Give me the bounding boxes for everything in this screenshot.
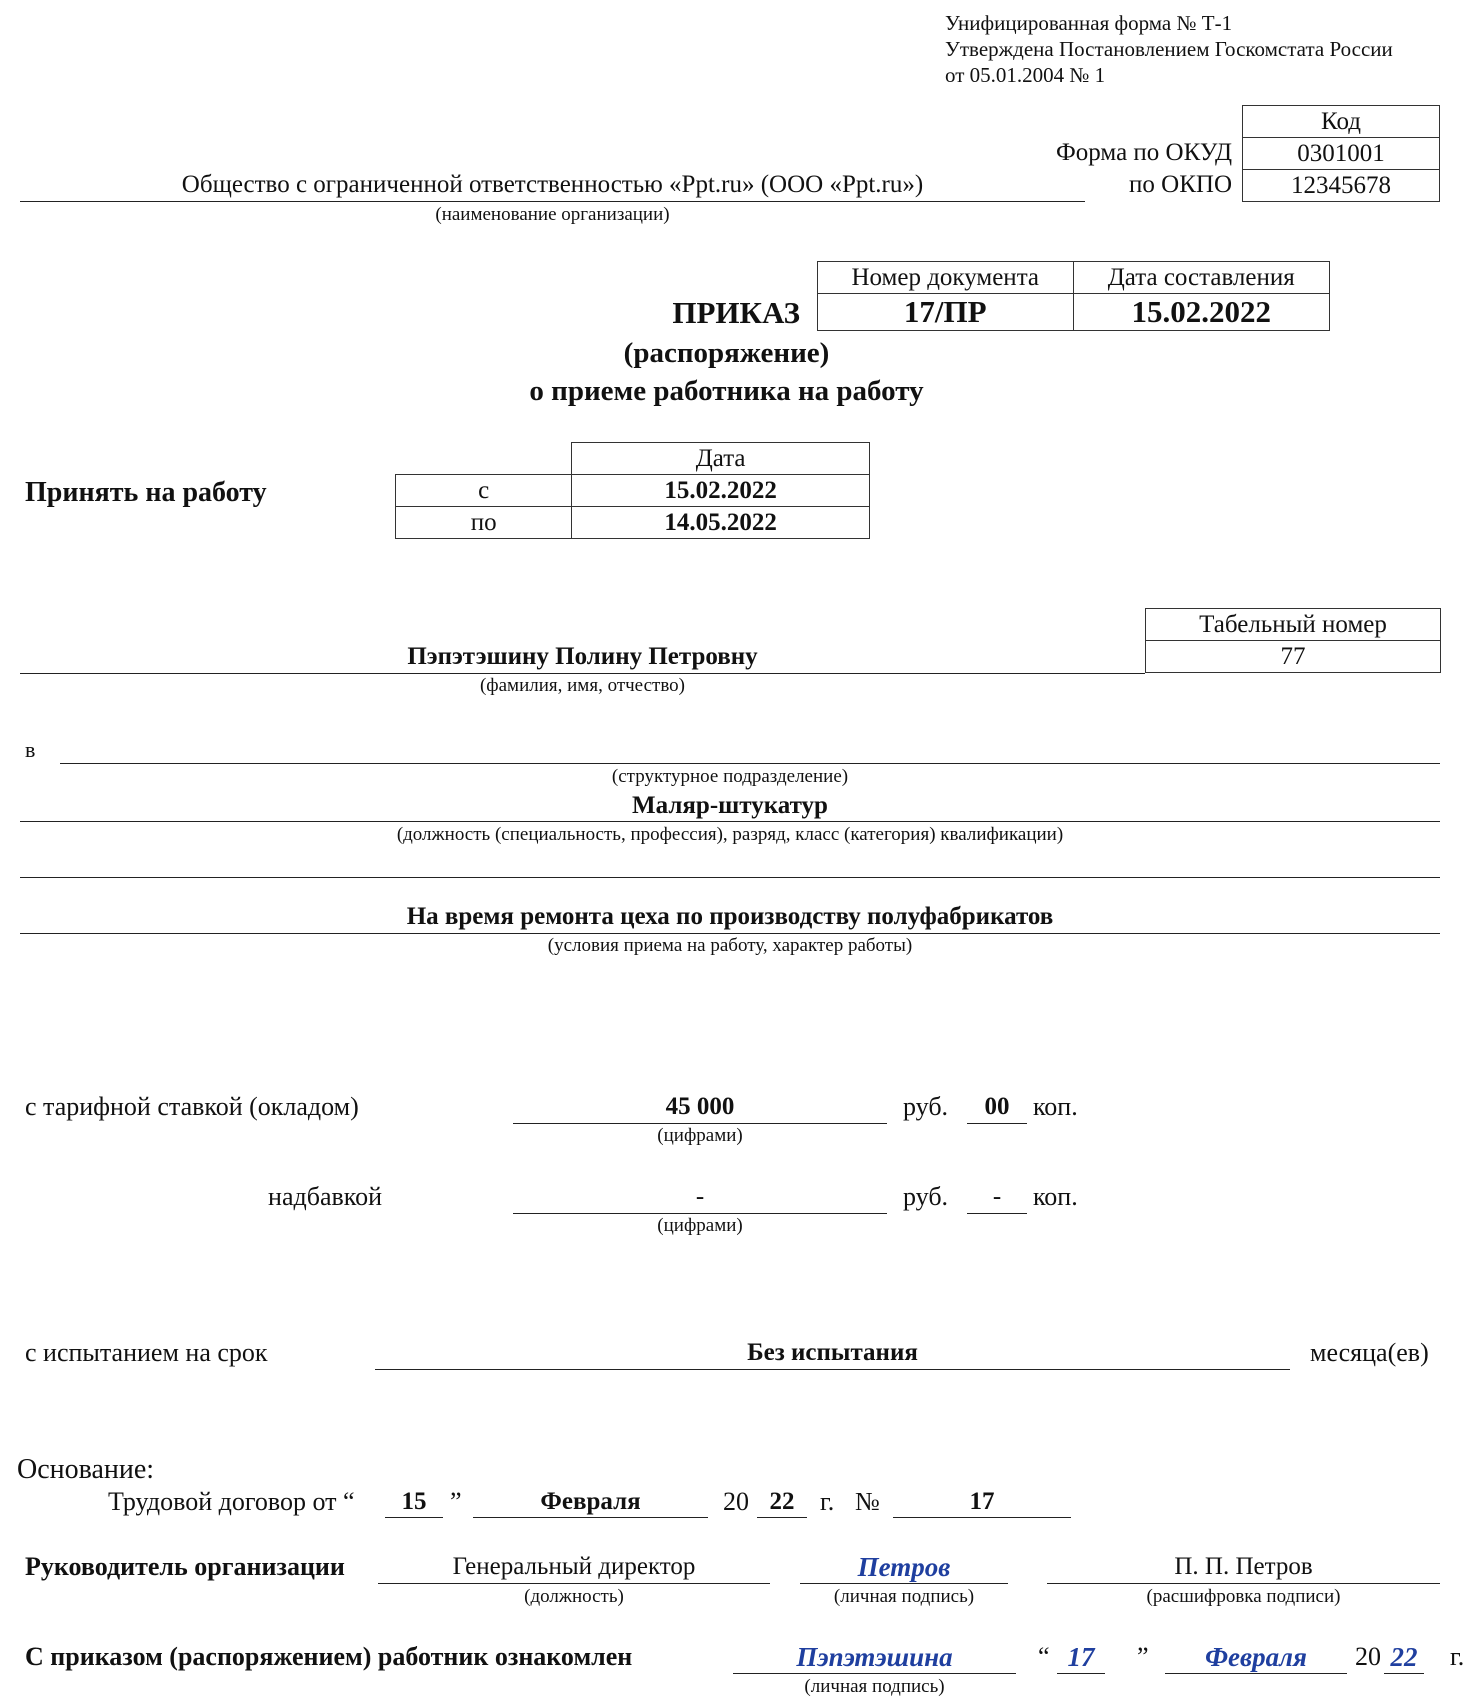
hire-from-value[interactable]: 15.02.2022 — [572, 475, 870, 507]
hire-date-header: Дата — [572, 443, 870, 475]
tab-number-value[interactable]: 77 — [1146, 641, 1441, 673]
department-caption: (структурное подразделение) — [611, 766, 849, 787]
rate-value[interactable]: 45 000 — [513, 1092, 887, 1124]
head-decode[interactable]: П. П. Петров — [1047, 1552, 1440, 1584]
hire-dates-table — [395, 442, 870, 539]
basis-day[interactable]: 15 — [385, 1487, 443, 1518]
bonus-value[interactable]: - — [513, 1182, 887, 1214]
form-header-line2: Утверждена Постановлением Госкомстата России — [945, 37, 1393, 61]
organization-caption: (наименование организации) — [435, 204, 670, 225]
ack-year-prefix: 20 — [1355, 1642, 1381, 1671]
head-label: Руководитель организации — [25, 1552, 345, 1581]
bonus-digits-caption: (цифрами) — [657, 1215, 743, 1236]
okpo-label: по ОКПО — [1129, 171, 1232, 198]
dept-prefix: в — [25, 737, 36, 762]
ack-quote-open: “ — [1038, 1642, 1050, 1671]
ack-year-suffix: г. — [1450, 1642, 1465, 1671]
tab-number-table — [1145, 608, 1441, 673]
position-field[interactable]: Маляр-штукатур — [20, 791, 1440, 822]
basis-year-suffix: г. — [820, 1487, 835, 1516]
doc-number[interactable]: 17/ПР — [818, 294, 1074, 331]
form-header-line3: от 05.01.2004 № 1 — [945, 63, 1106, 87]
doc-subtitle: (распоряжение) — [623, 337, 830, 369]
employee-name[interactable]: Пэпэтэшину Полину Петровну — [20, 642, 1145, 674]
document-table — [817, 261, 1330, 331]
rate-kop: коп. — [1033, 1092, 1078, 1121]
department-field[interactable] — [60, 732, 1440, 764]
hire-from-label: с — [396, 475, 572, 507]
bonus-rub: руб. — [903, 1182, 949, 1211]
doc-date-header: Дата составления — [1073, 262, 1330, 294]
form-header — [945, 10, 1393, 88]
basis-contract-prefix: Трудовой договор от “ — [108, 1487, 355, 1516]
doc-purpose: о приеме работника на работу — [529, 375, 924, 407]
basis-quote-close: ” — [450, 1487, 462, 1516]
probation-value[interactable]: Без испытания — [375, 1338, 1290, 1370]
probation-label: с испытанием на срок — [25, 1338, 268, 1367]
head-decode-caption: (расшифровка подписи) — [1146, 1586, 1341, 1607]
bonus-kop: коп. — [1033, 1182, 1078, 1211]
position-caption: (должность (специальность, профессия), разряд, класс (категория) квалификации) — [396, 824, 1064, 845]
basis-year[interactable]: 22 — [757, 1487, 807, 1518]
rate-digits-caption: (цифрами) — [657, 1125, 743, 1146]
basis-number[interactable]: 17 — [893, 1487, 1071, 1518]
basis-month[interactable]: Февраля — [473, 1487, 708, 1518]
form-header-line1: Унифицированная форма № Т-1 — [945, 11, 1233, 35]
probation-unit: месяца(ев) — [1310, 1338, 1429, 1367]
basis-number-sign: № — [855, 1487, 880, 1516]
hire-label: Принять на работу — [25, 477, 267, 508]
ack-quote-close: ” — [1137, 1642, 1149, 1671]
okud-value[interactable]: 0301001 — [1243, 138, 1440, 170]
basis-year-prefix: 20 — [723, 1487, 749, 1516]
organization-name[interactable]: Общество с ограниченной ответственностью «Ppt.ru» (ООО «Ppt.ru») — [20, 170, 1085, 202]
rate-kop-value[interactable]: 00 — [967, 1092, 1027, 1124]
ack-day[interactable]: 17 — [1057, 1642, 1105, 1674]
head-signature[interactable]: Петров — [800, 1552, 1008, 1584]
tab-number-header: Табельный номер — [1146, 609, 1441, 641]
hire-to-value[interactable]: 14.05.2022 — [572, 507, 870, 539]
employee-name-caption: (фамилия, имя, отчество) — [479, 675, 685, 696]
doc-number-header: Номер документа — [818, 262, 1074, 294]
okud-label: Форма по ОКУД — [1056, 139, 1232, 166]
rate-label: с тарифной ставкой (окладом) — [25, 1092, 359, 1121]
head-position-caption: (должность) — [524, 1586, 624, 1607]
basis-label: Основание: — [17, 1454, 155, 1485]
doc-title: ПРИКАЗ — [672, 295, 800, 330]
position-extra-line[interactable] — [20, 855, 1440, 878]
hire-to-label: по — [396, 507, 572, 539]
okpo-value[interactable]: 12345678 — [1243, 170, 1440, 202]
ack-signature[interactable]: Пэпэтэшина — [733, 1642, 1016, 1674]
ack-label: С приказом (распоряжением) работник ознакомлен — [25, 1642, 633, 1671]
ack-signature-caption: (личная подпись) — [804, 1676, 945, 1697]
bonus-label: надбавкой — [268, 1182, 382, 1211]
conditions-caption: (условия приема на работу, характер работы) — [547, 935, 913, 956]
ack-month[interactable]: Февраля — [1165, 1642, 1347, 1674]
codes-table — [1242, 105, 1440, 202]
bonus-kop-value[interactable]: - — [967, 1182, 1027, 1214]
ack-year[interactable]: 22 — [1384, 1642, 1424, 1674]
rate-rub: руб. — [903, 1092, 949, 1121]
doc-date[interactable]: 15.02.2022 — [1073, 294, 1330, 331]
codes-header: Код — [1243, 106, 1440, 138]
conditions-field[interactable]: На время ремонта цеха по производству полуфабрикатов — [20, 902, 1440, 934]
head-position[interactable]: Генеральный директор — [378, 1552, 770, 1584]
head-signature-caption: (личная подпись) — [833, 1586, 975, 1607]
